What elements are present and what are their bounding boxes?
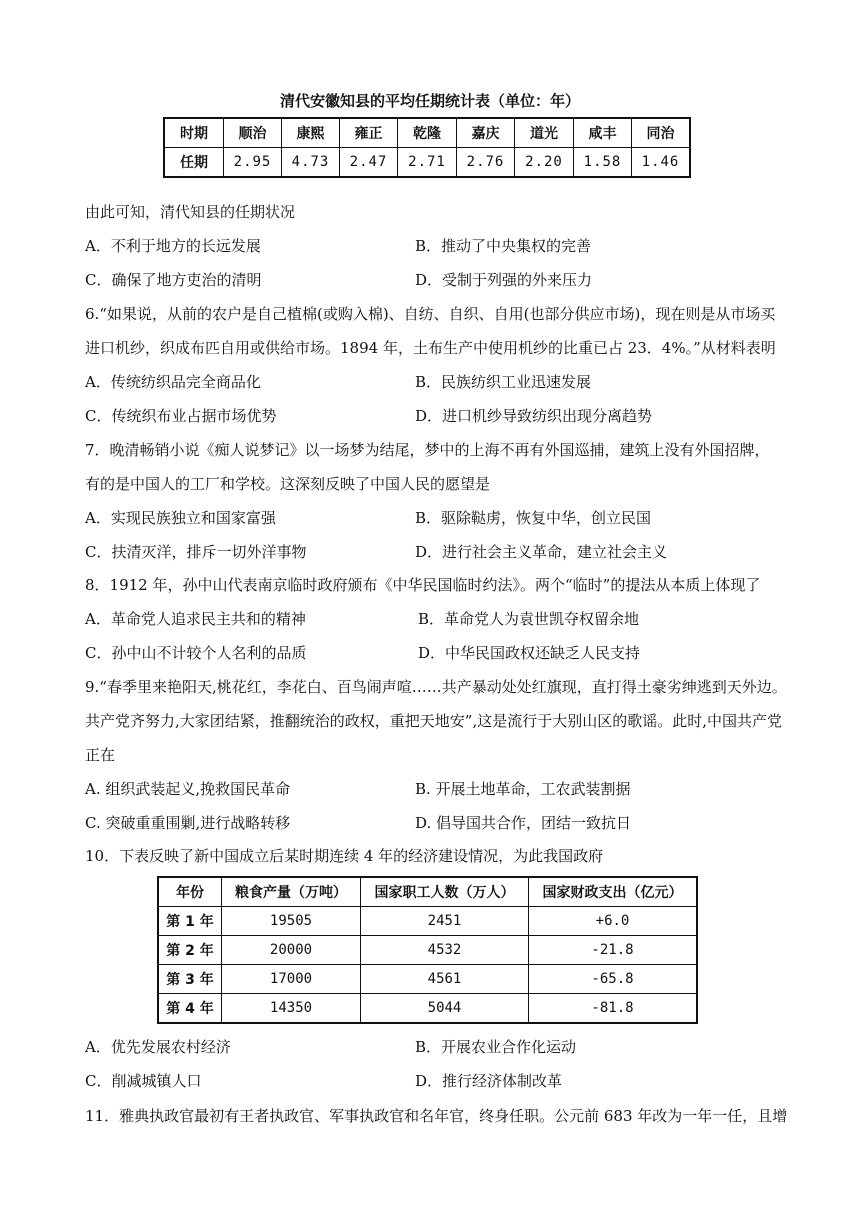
table-header-cell: 咸丰 <box>574 118 632 148</box>
table-cell: +6.0 <box>529 907 698 936</box>
table-cell: 2.47 <box>340 148 398 178</box>
option-d[interactable]: D．进口机纱导致纺织出现分离趋势 <box>415 407 653 425</box>
table-header-cell: 时期 <box>164 118 224 148</box>
question-text: 有的是中国人的工厂和学校。这深刻反映了中国人民的愿望是 <box>85 475 491 493</box>
table-cell: 2.20 <box>515 148 574 178</box>
table-row <box>164 148 690 178</box>
economy-table <box>157 876 698 1024</box>
table-cell: -81.8 <box>529 994 698 1024</box>
table-row <box>158 907 697 936</box>
table-cell: -21.8 <box>529 936 698 965</box>
option-c[interactable]: C. 突破重重围剿,进行战略转移 <box>85 814 291 832</box>
question-text: 11．雅典执政官最初有王者执政官、军事执政官和名年官，终身任职。公元前 683 年改为一年一任，且增 <box>85 1107 788 1125</box>
table-cell: 1.46 <box>632 148 691 178</box>
table-cell: 2.76 <box>457 148 515 178</box>
table-cell: 17000 <box>222 965 361 994</box>
option-d[interactable]: D．受制于列强的外来压力 <box>415 271 593 289</box>
option-a[interactable]: A．实现民族独立和国家富强 <box>85 509 276 527</box>
table-row <box>158 965 697 994</box>
table-row-label: 第 3 年 <box>158 965 222 994</box>
table-header-cell: 顺治 <box>224 118 282 148</box>
table-cell: 2.95 <box>224 148 282 178</box>
table-cell: 4561 <box>361 965 529 994</box>
table-cell: 2451 <box>361 907 529 936</box>
table-header-cell: 康熙 <box>282 118 340 148</box>
table1-title: 清代安徽知县的平均任期统计表（单位：年） <box>279 92 580 110</box>
table-row-label: 任期 <box>164 148 224 178</box>
question-text: 共产党齐努力,大家团结紧，推翻统治的政权，重把天地安”,这是流行于大别山区的歌谣。此时,中国共产党 <box>85 712 782 730</box>
question-text: 9.“春季里来艳阳天,桃花红，李花白、百鸟闹声喧……共产暴动处处红旗现，直打得土豪劣绅逃到天外边。 <box>85 678 787 696</box>
option-c[interactable]: C．孙中山不计较个人名利的品质 <box>85 644 307 662</box>
table-header-cell: 国家财政支出（亿元） <box>529 877 698 907</box>
question-text: 正在 <box>85 746 116 764</box>
option-b[interactable]: B．革命党人为袁世凯夺权留余地 <box>418 610 640 628</box>
table-cell: 4.73 <box>282 148 340 178</box>
table-cell: 4532 <box>361 936 529 965</box>
option-d[interactable]: D．进行社会主义革命，建立社会主义 <box>415 543 668 561</box>
option-b[interactable]: B．推动了中央集权的完善 <box>415 237 592 255</box>
option-c[interactable]: C．削减城镇人口 <box>85 1072 202 1090</box>
option-c[interactable]: C．确保了地方吏治的清明 <box>85 271 262 289</box>
table-header-cell: 粮食产量（万吨） <box>222 877 361 907</box>
table-cell: 5044 <box>361 994 529 1024</box>
option-a[interactable]: A．革命党人追求民主共和的精神 <box>85 610 306 628</box>
table-header-cell: 同治 <box>632 118 691 148</box>
option-a[interactable]: A．传统纺织品完全商品化 <box>85 373 261 391</box>
question-text: 6.“如果说，从前的农户是自己植棉(或购入棉)、自纺、自织、自用(也部分供应市场)，现在则是从市场买 <box>85 305 776 323</box>
table-header-cell: 乾隆 <box>398 118 457 148</box>
option-a[interactable]: A．优先发展农村经济 <box>85 1038 231 1056</box>
option-d[interactable]: D．中华民国政权还缺乏人民支持 <box>418 644 641 662</box>
table-cell: 20000 <box>222 936 361 965</box>
table-row-label: 第 2 年 <box>158 936 222 965</box>
question-text: 7．晚清畅销小说《痴人说梦记》以一场梦为结尾，梦中的上海不再有外国巡捕，建筑上没有外国招牌， <box>85 441 770 459</box>
table-cell: 19505 <box>222 907 361 936</box>
option-c[interactable]: C．扶清灭洋，排斥一切外洋事物 <box>85 543 307 561</box>
table-row-label: 第 1 年 <box>158 907 222 936</box>
question-text: 8．1912 年，孙中山代表南京临时政府颁布《中华民国临时约法》。两个“临时”的提法从本质上体现了 <box>85 576 761 594</box>
option-b[interactable]: B．驱除鞑虏，恢复中华，创立民国 <box>415 509 652 527</box>
option-c[interactable]: C．传统织布业占据市场优势 <box>85 407 277 425</box>
table-header-cell: 雍正 <box>340 118 398 148</box>
table-cell: 1.58 <box>574 148 632 178</box>
option-b[interactable]: B．民族纺织工业迅速发展 <box>415 373 592 391</box>
table-row <box>164 118 690 148</box>
table-row <box>158 936 697 965</box>
option-b[interactable]: B．开展农业合作化运动 <box>415 1038 577 1056</box>
tenure-table <box>163 117 691 178</box>
question-stem: 由此可知，清代知县的任期状况 <box>85 203 296 221</box>
table-row <box>158 994 697 1024</box>
table-header-cell: 国家职工人数（万人） <box>361 877 529 907</box>
option-a[interactable]: A．不利于地方的长远发展 <box>85 237 261 255</box>
option-b[interactable]: B. 开展土地革命，工农武装割据 <box>415 780 631 798</box>
table-header-cell: 道光 <box>515 118 574 148</box>
option-d[interactable]: D. 倡导国共合作，团结一致抗日 <box>415 814 632 832</box>
table-cell: 14350 <box>222 994 361 1024</box>
question-text: 进口机纱，织成布匹自用或供给市场。1894 年，土布生产中使用机纱的比重已占 23．4%。”从材料表明 <box>85 339 776 357</box>
table-row <box>158 877 697 907</box>
question-text: 10．下表反映了新中国成立后某时期连续 4 年的经济建设情况，为此我国政府 <box>85 847 604 865</box>
table-cell: 2.71 <box>398 148 457 178</box>
table-row-label: 第 4 年 <box>158 994 222 1024</box>
table-header-cell: 年份 <box>158 877 222 907</box>
option-a[interactable]: A. 组织武装起义,挽救国民革命 <box>85 780 291 798</box>
option-d[interactable]: D．推行经济体制改革 <box>415 1072 563 1090</box>
table-header-cell: 嘉庆 <box>457 118 515 148</box>
table-cell: -65.8 <box>529 965 698 994</box>
